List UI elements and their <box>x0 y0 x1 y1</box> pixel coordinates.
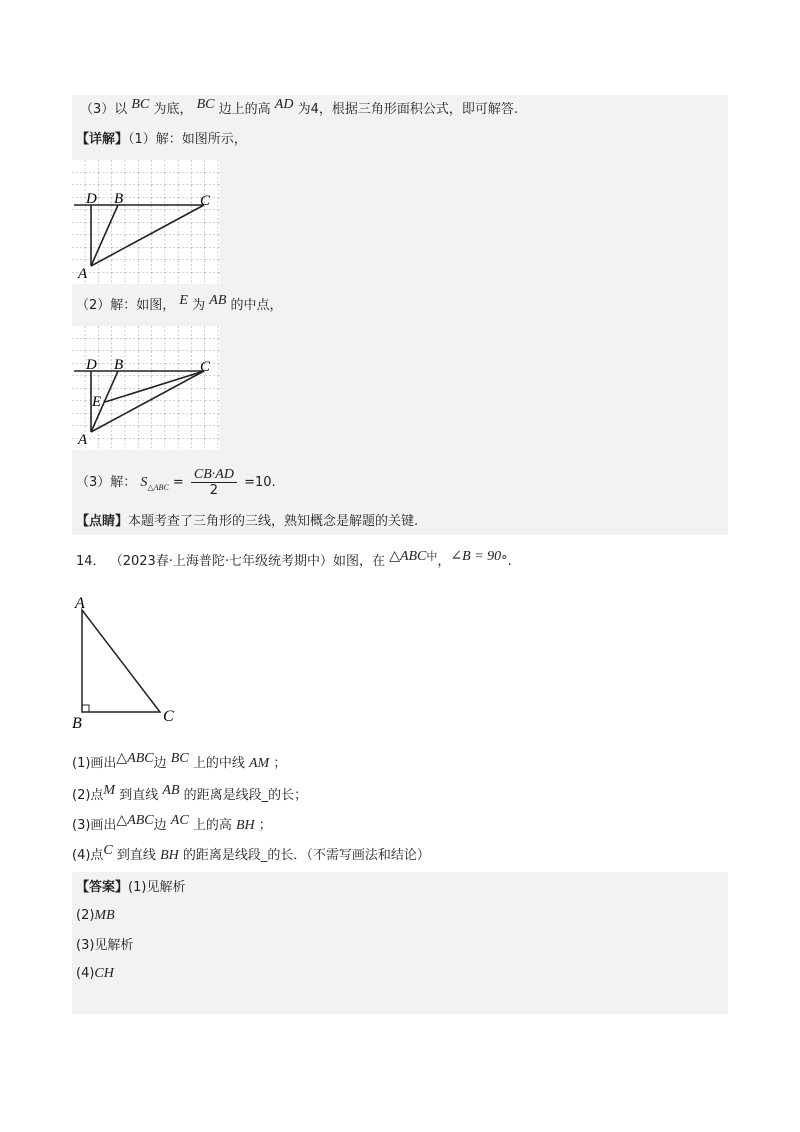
label-d: D <box>86 191 97 207</box>
answer-line-4: (4)CH <box>76 966 114 981</box>
answer-tag: 【答案】 <box>76 880 129 895</box>
question-item-2: (2)点M 到直线 AB 的距离是线段_的长； <box>72 783 308 803</box>
answer-line-2: (2)MB <box>76 908 115 923</box>
figure-1-grid-triangle <box>72 160 220 284</box>
question-item-1: (1)画出△ABC边 BC 上的中线 AM ； <box>72 751 287 771</box>
label-c: C <box>200 359 211 375</box>
step3-hint: （3）以 BC 为底， BC 边上的高 AD 为4，根据三角形面积公式，即可解答. <box>80 97 519 117</box>
detail-part1: 【详解】（1）解：如图所示， <box>76 132 247 147</box>
question-14-stem: 14． （2023春·上海普陀·七年级统考期中）如图，在 $\triangle ABC^中$，∠B = 90°. <box>76 549 512 569</box>
answer-line-3: (3)见解析 <box>76 938 134 953</box>
detail-tag: 【详解】 <box>76 132 129 147</box>
label-b: B <box>114 191 124 207</box>
triangle-abc <box>82 610 160 712</box>
comment-line: 【点睛】本题考查了三角形的三线，熟知概念是解题的关键. <box>76 514 419 529</box>
question-item-3: (3)画出△ABC边 AC 上的高 BH ； <box>72 813 272 833</box>
figure-2-grid-triangle <box>72 326 220 450</box>
answer-line-1: 【答案】(1)见解析 <box>76 880 186 895</box>
detail-part3: （3）解： $S_{\triangle ABC}$ = $\frac{CB\cdot AD}{2}$ =10. <box>76 467 276 498</box>
label-a: A <box>78 432 88 448</box>
right-angle-mark <box>82 705 89 712</box>
label-b: B <box>114 357 124 373</box>
label-c: C <box>163 708 174 725</box>
label-d: D <box>86 357 97 373</box>
label-a: A <box>75 595 85 612</box>
label-a: A <box>78 266 88 282</box>
question-14-figure <box>70 592 190 732</box>
area-symbol: $S_{\triangle ABC}$ <box>140 475 169 492</box>
grid <box>72 326 220 450</box>
area-fraction: $\frac{CB\cdot AD}{2}$ <box>191 467 237 498</box>
label-e: E <box>92 394 102 410</box>
label-c: C <box>200 193 211 209</box>
comment-tag: 【点睛】 <box>76 514 129 529</box>
detail-part2: （2）解：如图， E 为 AB 的中点， <box>76 293 283 313</box>
label-b: B <box>72 715 82 732</box>
question-item-4: (4)点C 到直线 BH 的距离是线段_的长．（不需写画法和结论） <box>72 843 430 863</box>
grid <box>72 160 220 284</box>
